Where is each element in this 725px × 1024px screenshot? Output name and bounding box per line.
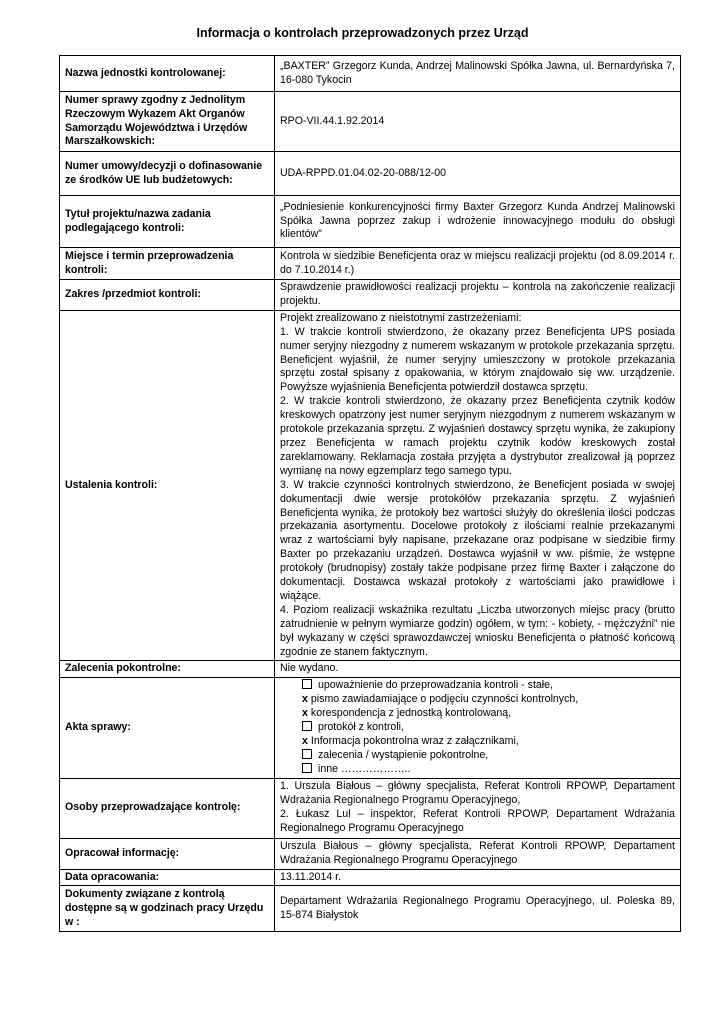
list-item [280, 721, 675, 735]
row-label: Akta sprawy: [60, 678, 275, 778]
list-item [280, 749, 675, 763]
x-mark-icon: x [302, 693, 308, 706]
list-item-text: protokół z kontroli, [318, 721, 404, 734]
list-item-text: inne ……………….. [318, 762, 411, 775]
row-label: Zalecenia pokontrolne: [60, 661, 275, 678]
row-value: Kontrola w siedzibie Beneficjenta oraz w miejscu realizacji projektu (od 8.09.2014 r. do 7.10.2014 r.) [275, 248, 681, 280]
table-row [60, 152, 681, 196]
list-item-text: upoważnienie do przeprowadzania kontroli - stałe, [318, 679, 553, 692]
row-value: Departament Wdrażania Regionalnego Programu Operacyjnego, ul. Poleska 89, 15-874 Białystok [275, 886, 681, 932]
row-value: Urszula Białous – główny specjalista, Referat Kontroli RPOWP, Departament Wdrażania Regionalnego Programu Operacyjnego [275, 838, 681, 869]
findings-cell [275, 310, 681, 661]
list-item [280, 693, 675, 707]
inspector-line: 2. Łukasz Lul – inspektor, Referat Kontroli RPOWP, Departament Wdrażania Regionalnego Programu Operacyjnego [280, 808, 675, 835]
table-row [60, 778, 681, 838]
row-label: Tytuł projektu/nazwa zadania podlegającego kontroli: [60, 196, 275, 248]
table-row [60, 92, 681, 152]
findings-paragraph: 4. Poziom realizacji wskaźnika rezultatu „Liczba utworzonych miejsc pracy (brutto zatrudnienie w pełnym wymiarze godzin) ogółem, w tym: - kobiety, - mężczyźni” nie był wykazany w części sprawozdawczej wniosku Beneficjenta o płatność końcową zgodnie ze stanem faktycznym. [280, 603, 675, 658]
table-row [60, 196, 681, 248]
row-value: UDA-RPPD.01.04.02-20-088/12-00 [275, 152, 681, 196]
row-label: Data opracowania: [60, 869, 275, 886]
list-item-text: zalecenia / wystąpienie pokontrolne, [318, 748, 489, 761]
findings-paragraph: 2. W trakcie kontroli stwierdzono, że okazany przez Beneficjenta czytnik kodów kreskowych opatrzony jest numer seryjnym niezgodnym z numerem wskazanym w protokole przekazania sprzętu. Z wyjaśnień dostawcy sprzętu wynika, że zakupiony przez Beneficjenta w ramach projektu czytnik kodów kreskowych został zareklamowany. Reklamacja została przyjęta a dystrybutor zrealizował ją poprzez wymianę na nowy egzemplarz tego samego typu. [280, 395, 675, 477]
table-row [60, 838, 681, 869]
list-item [280, 735, 675, 749]
table-row [60, 248, 681, 280]
table-row [60, 869, 681, 886]
table-row [60, 56, 681, 92]
list-item [280, 763, 675, 777]
table-row [60, 661, 681, 678]
checkbox-icon [302, 679, 312, 689]
checkbox-icon [302, 763, 312, 773]
row-value: 13.11.2014 r. [275, 869, 681, 886]
table-row [60, 280, 681, 311]
list-item-text: Informacja pokontrolna wraz z załącznikami, [310, 735, 519, 747]
row-value: Nie wydano. [275, 661, 681, 678]
row-value: RPO-VII.44.1.92.2014 [275, 92, 681, 152]
row-label: Numer umowy/decyzji o dofinasowanie ze środków UE lub budżetowych: [60, 152, 275, 196]
table-row [60, 310, 681, 661]
row-value: Sprawdzenie prawidłowości realizacji projektu – kontrola na zakończenie realizacji projektu. [275, 280, 681, 311]
row-label: Osoby przeprowadzające kontrolę: [60, 778, 275, 838]
findings-paragraph: 3. W trakcie czynności kontrolnych stwierdzono, że Beneficjent posiada w swojej dokumentacji dwie wersje protokółów przekazania sprzętu. Z wyjaśnień Beneficjenta wynika, że protokoły bez wartości służyły do określenia ilości podczas przekazania asortymentu. Docelowe protokoły z ilościami realnie przekazanymi wraz z wartościami były napisane, przekazane oraz podpisane w siedzibie firmy Baxter po przekazaniu urządzeń. Dostawca wyjaśnił w ww. piśmie, że wstępne protokoły (brudnopisy) zostały także podpisane przez firmę Baxter i załączone do dokumentacji. Dostawca wskazał protokoły z wartościami jako prawidłowe i wiążące. [280, 478, 675, 602]
row-label: Dokumenty związane z kontrolą dostępne są w godzinach pracy Urzędu w : [60, 886, 275, 932]
x-mark-icon: x [302, 735, 308, 747]
row-label: Nazwa jednostki kontrolowanej: [60, 56, 275, 92]
x-mark-icon: x [302, 707, 308, 720]
list-item [280, 707, 675, 721]
list-item [280, 679, 675, 693]
inspector-line: 1. Urszula Białous – główny specjalista, Referat Kontroli RPOWP, Departament Wdrażania Regionalnego Programu Operacyjnego, [280, 780, 675, 807]
row-label: Zakres /przedmiot kontroli: [60, 280, 275, 311]
inspectors-cell [275, 778, 681, 838]
row-value: „Podniesienie konkurencyjności firmy Baxter Grzegorz Kunda Andrzej Malinowski Spółka Jawna poprzez zakup i wdrożenie innowacyjnego modułu do obsługi klientów” [275, 196, 681, 248]
checkbox-icon [302, 749, 312, 759]
findings-paragraph: Projekt zrealizowano z nieistotnymi zastrzeżeniami: [280, 311, 522, 324]
case-files-cell [275, 678, 681, 778]
row-value: „BAXTER” Grzegorz Kunda, Andrzej Malinowski Spółka Jawna, ul. Bernardyńska 7, 16-080 Tykocin [275, 56, 681, 92]
list-item-text: pismo zawiadamiające o podjęciu czynności kontrolnych, [310, 693, 579, 706]
list-item-text: korespondencja z jednostką kontrolowaną, [310, 707, 512, 720]
row-label: Numer sprawy zgodny z Jednolitym Rzeczowym Wykazem Akt Organów Samorządu Województwa i Urzędów Marszałkowskich: [60, 92, 275, 152]
row-label: Ustalenia kontroli: [60, 310, 275, 661]
table-row [60, 678, 681, 778]
checkbox-icon [302, 721, 312, 731]
row-label: Opracował informację: [60, 838, 275, 869]
findings-paragraph: 1. W trakcie kontroli stwierdzono, że okazany przez Beneficjenta UPS posiada numer seryjny niezgodny z numerem wskazanym w protokole przekazania sprzętu. Beneficjent wyjaśnił, że numer seryjny umieszczony w protokole przekazania sprzętu został spisany z opakowania, w którym znajdowało się ww. urządzenie. Powyższe wyjaśnienia Beneficjenta potwierdził dostawca sprzętu. [280, 325, 675, 394]
page-title: Informacja o kontrolach przeprowadzonych przez Urząd [196, 26, 529, 40]
control-info-table [59, 55, 681, 932]
table-row [60, 886, 681, 932]
row-label: Miejsce i termin przeprowadzenia kontroli: [60, 248, 275, 280]
